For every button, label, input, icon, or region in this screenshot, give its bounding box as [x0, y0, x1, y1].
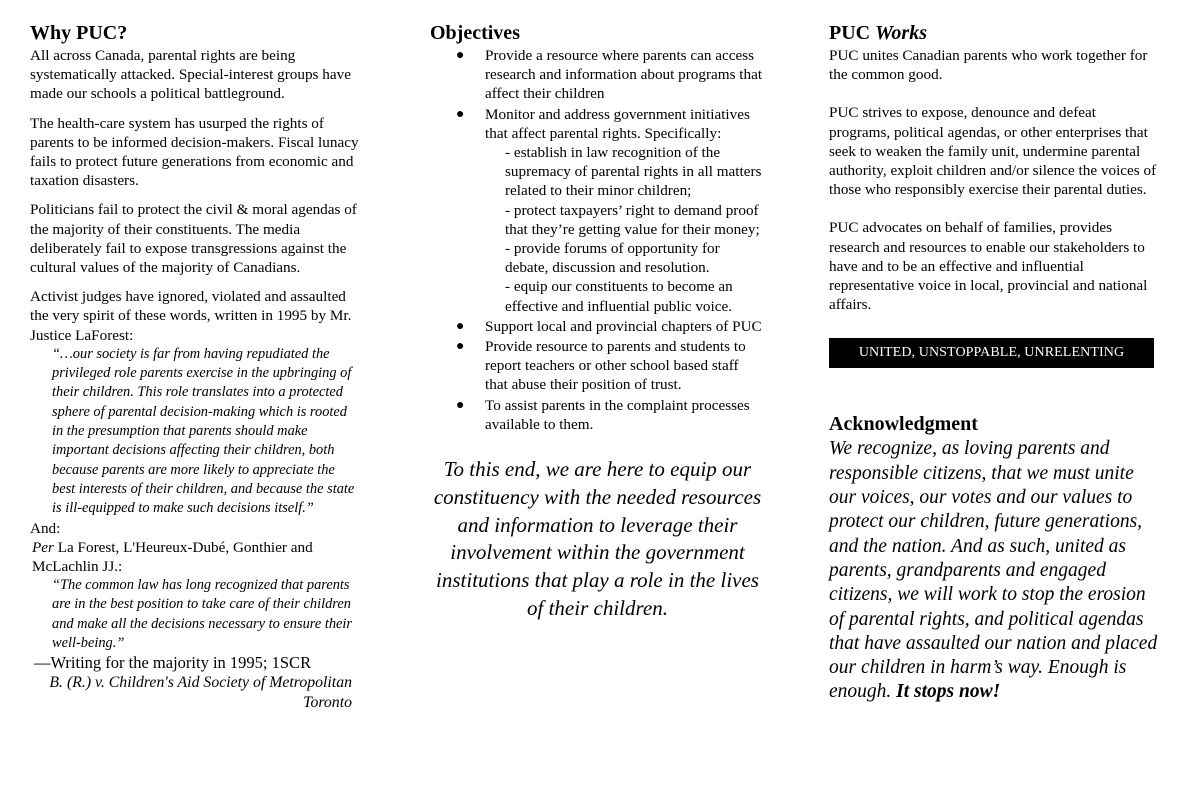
- sub-item: - protect taxpayers’ right to demand proof that they’re getting value for their money;: [505, 201, 760, 238]
- objectives-heading: Objectives: [430, 22, 520, 44]
- objective-item: [430, 317, 765, 336]
- laforest-quote: “…our society is far from having repudiated the privileged role parents exercise in the upbringing of their children. This role translates into a protected sphere of parental decision-making which is rooted in the presumption that parents should make important decisions affecting their children, both because parents are more likely to appreciate the best interests of their children, and because the state is ill-equipped to make such decisions itself.”: [52, 345, 355, 517]
- bullet-icon: ●: [456, 339, 465, 355]
- sub-item: - establish in law recognition of the supremacy of parental rights in all matters related to their minor children;: [505, 144, 762, 200]
- puc-works-heading: [829, 22, 1159, 44]
- why-paragraph-2: The health-care system has usurped the rights of parents to be informed decision-makers. Fiscal lunacy fails to protect future generations from economic and taxation disasters.: [30, 114, 359, 190]
- objective-text: To assist parents in the complaint processes available to them.: [485, 396, 750, 433]
- acknowledgment-body: We recognize, as loving parents and responsible citizens, that we must unite our voices, our votes and our values to protect our children, future generations, and the nation. And as such, united as parents, grandparents and engaged citizens, we will work to stop the erosion of parental rights, and political agendas that have assaulted our nation and placed our children in harm’s way. Enough is enough.: [829, 438, 1158, 703]
- acknowledgment-closing: It stops now!: [896, 681, 1001, 703]
- works-paragraph-2: PUC strives to expose, denounce and defeat programs, political agendas, or other enterprises that seek to weaken the family unit, undermine parental authority, exploit children and/or silence the voices of those who responsibly exercise their parental duties.: [829, 104, 1157, 199]
- mission-statement: To this end, we are here to equip our constituency with the needed resources and information to leverage their involvement within the government institutions that play a role in the lives of their children.: [433, 457, 762, 621]
- majority-attribution: —Writing for the majority in 1995; 1SCR: [34, 653, 312, 673]
- sub-item: - equip our constituents to become an effective and influential public voice.: [505, 278, 733, 315]
- sub-item: - provide forums of opportunity for debate, discussion and resolution.: [505, 240, 720, 277]
- works-paragraph-3: PUC advocates on behalf of families, provides research and resources to enable our stakeholders to have and to be an effective and influential representative voice in local, provincial and national affairs.: [829, 219, 1148, 314]
- puc-works-column: [829, 0, 1159, 705]
- per-justices-names: La Forest, L'Heureux-Dubé, Gonthier and McLachlin JJ.:: [32, 538, 313, 575]
- bullet-icon: ●: [456, 397, 465, 413]
- why-puc-column: [30, 0, 360, 713]
- why-paragraph-1: All across Canada, parental rights are being systematically attacked. Special-interest groups have made our schools a political battleground.: [30, 47, 351, 103]
- objective-text: Provide resource to parents and students to report teachers or other school based staff that abuse their position of trust.: [485, 338, 746, 394]
- bullet-icon: ●: [456, 106, 465, 122]
- objective-item: [430, 46, 765, 104]
- objectives-list: [430, 46, 765, 434]
- why-paragraph-4: Activist judges have ignored, violated and assaulted the very spirit of these words, written in 1995 by Mr. Justice LaForest:: [30, 288, 352, 344]
- puc-works-heading-b: Works: [875, 22, 927, 44]
- and-label: And:: [30, 519, 61, 537]
- bullet-icon: ●: [456, 48, 465, 63]
- why-puc-heading: Why PUC?: [30, 22, 128, 44]
- why-paragraph-3: Politicians fail to protect the civil & moral agendas of the majority of their constituents. The media deliberately fail to expose transgressions against the cultural values of the majority of Canadians.: [30, 201, 357, 277]
- objective-sub-list: [485, 143, 765, 316]
- objective-text: Provide a resource where parents can access research and information about programs that affect their children: [485, 47, 763, 103]
- puc-works-heading-a: PUC: [829, 22, 876, 44]
- common-law-quote: “The common law has long recognized that parents are in the best position to take care of their children and make all the decisions necessary to ensure their well-being.”: [52, 577, 353, 652]
- objective-text: Support local and provincial chapters of PUC: [485, 317, 762, 335]
- acknowledgment-text: [829, 437, 1159, 704]
- objective-item: [430, 396, 765, 434]
- bullet-icon: ●: [456, 318, 465, 334]
- slogan-banner: UNITED, UNSTOPPABLE, UNRELENTING: [829, 338, 1154, 368]
- objectives-column: [430, 0, 765, 623]
- objective-text: Monitor and address government initiatives that affect parental rights. Specifically:: [485, 105, 750, 142]
- per-word: Per: [32, 538, 54, 556]
- objective-item: [430, 105, 765, 316]
- acknowledgment-heading: Acknowledgment: [829, 413, 978, 436]
- works-paragraph-1: PUC unites Canadian parents who work together for the common good.: [829, 47, 1148, 84]
- objective-item: [430, 337, 765, 395]
- per-justices: [30, 538, 360, 576]
- case-citation: B. (R.) v. Children's Aid Society of Metropolitan Toronto: [49, 674, 352, 712]
